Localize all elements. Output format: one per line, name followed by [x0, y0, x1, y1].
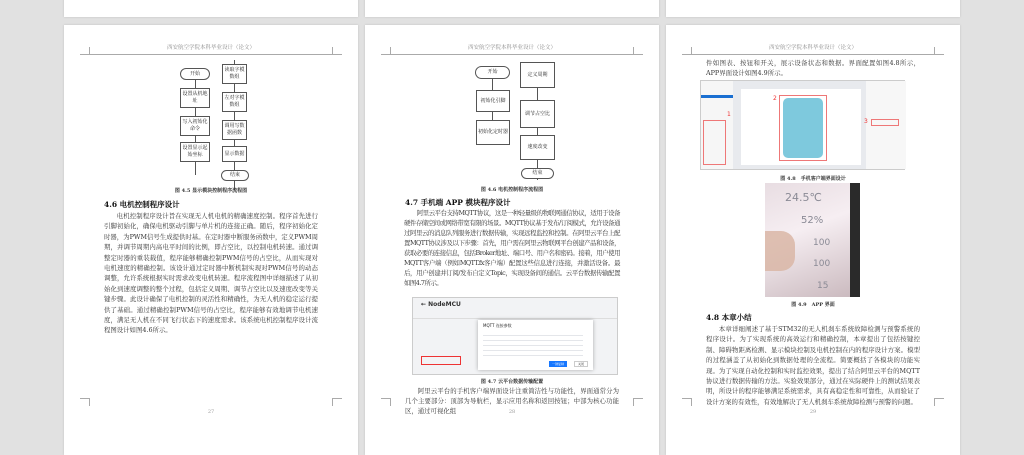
- header-rule: [391, 54, 633, 55]
- corner-mark: [682, 398, 692, 406]
- flow-step: 定义周期: [520, 62, 555, 88]
- phone-preview: [783, 98, 823, 158]
- section-heading: 4.7 手机端 APP 模块程序设计: [405, 198, 511, 207]
- previous-page-bottom: [666, 0, 960, 17]
- corner-mark: [633, 47, 643, 55]
- dialog-title: MQTT 连接参数: [483, 323, 512, 328]
- flow-step: 调节占空比: [520, 100, 555, 128]
- page-header: 西安航空学院本科毕业设计（论文）: [166, 45, 255, 51]
- body-paragraph: 阿里云平台的手机客户端界面设计注重简洁性与功能性，界面通常分为几个主要部分：顶部为导航栏，显示应用名称和返回按钮；中部为核心功能区，通过可视化组: [405, 387, 619, 415]
- marker-3: 3: [864, 118, 868, 125]
- hand: [765, 231, 795, 271]
- corner-mark: [682, 47, 692, 55]
- corner-mark: [633, 398, 643, 406]
- flow-step: 读取字模数组: [222, 64, 247, 84]
- page-header: 西安航空学院本科毕业设计（论文）: [467, 45, 556, 51]
- page-number: 27: [207, 409, 215, 415]
- corner-mark: [80, 47, 90, 55]
- highlight-box-3: [871, 119, 899, 126]
- corner-mark: [332, 47, 342, 55]
- body-paragraph: 电机控制程序设计旨在实现无人机电机的精确速度控制。程序首先进行引脚初始化，确保电机驱动引脚与单片机的连接正确。随后，程序初始化定时器，为PWM信号生成提供时基。在定时器中断服务函数中，定义PWM周期，并调节周期内高电平时间的比例，即占空比，以控制电机转速。通过调整定时器的重装载值，程序能够精确控制PWM信号的占空比，从而实现对电机速度的精确控制。该设计通过定时器中断机制实现对PWM信号的动态调整，允许系统根据实时需求改变电机转速。程序流程图中详细描述了从初始化到速度调整的整个过程，包括定义周期、调节占空比以及速度改变等关键步骤。此设计确保了电机控制的灵活性和精确性，为无人机的稳定运行提供了基础。通过精确控制PWM信号的占空比，程序能够有效地调节电机速度，满足无人机在不同飞行状态下的速度需求。该系统电机控制程序设计流程图设计如图4.6所示。: [104, 212, 318, 335]
- mqtt-dialog: [478, 320, 593, 370]
- figure-caption: 图 4.7 云平台数据传输配置: [480, 379, 544, 385]
- figure-caption: 图 4.6 电机控制程序流程图: [480, 187, 544, 193]
- body-paragraph: 件如图表、按钮和开关，展示设备状态和数据。界面配置如图4.8所示，APP界面设计如图4.9所示。: [706, 59, 920, 78]
- page-29: [666, 25, 960, 455]
- flow-end: 结束: [521, 168, 554, 179]
- dialog-fields: [483, 331, 583, 356]
- screenshot-title: ← NodeMCU: [421, 301, 461, 308]
- flow-step: 显示数据: [222, 146, 247, 162]
- page-27: [64, 25, 358, 455]
- flow-step: 设置显示起始坐标: [180, 142, 210, 162]
- page-number: 29: [809, 409, 817, 415]
- corner-mark: [80, 398, 90, 406]
- page-number: 28: [508, 409, 516, 415]
- flow-step: 设置从机地址: [180, 88, 210, 108]
- corner-mark: [934, 47, 944, 55]
- flow-step: 初始化定时器: [476, 120, 510, 145]
- flow-step: 速度改变: [520, 135, 555, 160]
- section-heading: 4.8 本章小结: [706, 313, 752, 322]
- header-rule: [692, 54, 934, 55]
- header-rule: [90, 54, 332, 55]
- figure-caption: 图 4.9 APP 界面: [791, 302, 835, 308]
- flow-step: 调用写数据函数: [222, 120, 247, 140]
- humidity-value: 52%: [801, 215, 824, 226]
- flow-step: 左对字模数组: [222, 92, 247, 112]
- close-button[interactable]: 关闭: [574, 361, 588, 367]
- previous-page-bottom: [365, 0, 659, 17]
- copy-button[interactable]: 一键复制: [549, 361, 567, 367]
- section-heading: 4.6 电机控制程序设计: [104, 200, 180, 209]
- corner-mark: [332, 398, 342, 406]
- previous-page-bottom: [64, 0, 358, 17]
- app-photo: [765, 183, 860, 297]
- value-5: 15: [817, 281, 829, 291]
- phone-edge: [850, 183, 860, 297]
- highlight-box-1: [703, 120, 726, 165]
- highlight-box: [421, 356, 461, 365]
- value-3: 100: [813, 238, 831, 248]
- page-28: [365, 25, 659, 455]
- flow-start: 开始: [475, 66, 510, 79]
- figure-caption: 图 4.8 手机客户端界面设计: [780, 176, 846, 182]
- marker-1: 1: [727, 111, 731, 118]
- marker-2: 2: [773, 95, 777, 102]
- corner-mark: [934, 398, 944, 406]
- page-header: 西安航空学院本科毕业设计（论文）: [768, 45, 857, 51]
- temperature-value: 24.5℃: [785, 191, 822, 204]
- body-paragraph: 阿里云平台支持MQTT协议，这是一种轻量级的物联网通信协议，适用于设备硬件存储空间或网络带宽有限的场景。MQTT协议基于发布/订阅模式，允许设备通过阿里云的消息队列服务进行数据传输，实现远程监控和控制。在阿里云平台上配置MQTT协议涉及以下步骤：首先，用户需在阿里云物联网平台创建产品和设备，获取必要的连接信息，包括Broker地址、端口号、用户名和密码。接着，用户使用MQTT客户端（例如MQTT.fx客户端）配置这些信息进行连接，并激活设备。最后，用户创建并订阅/发布自定义Topic，实现设备间的通信。云平台数据传输配置如图4.7所示。: [404, 209, 620, 287]
- corner-mark: [381, 47, 391, 55]
- flow-step: 初始化引脚: [476, 90, 510, 112]
- selected-item: [701, 95, 733, 98]
- corner-mark: [381, 398, 391, 406]
- cloud-config-screenshot: [412, 297, 618, 375]
- flow-end: 结束: [221, 170, 249, 181]
- tab-divider: [413, 318, 617, 319]
- body-paragraph: 本章详细阐述了基于STM32的无人机刹车系统故障检测与预警系统的程序设计。为了实现系统的高效运行和精确控制，本章提出了包括按键控制、障碍物距离检测、显示模块控制及电机控制在内的程序设计方案。模型的过程涵盖了从初始化到数据处理的全流程。简要概括了各模块的功能实现。为了实现自动化控制和实时监控效果，提出了结合阿里云平台的MQTT协议进行数据传输的方法。实验效果部分，通过在实际硬件上的测试结果表明，所设计的程序能够满足系统需求，具有高稳定性和可靠性，从而验证了设计方案的有效性，有效地解决了无人机刹车系统故障检测与预警的问题。: [706, 325, 920, 406]
- flow-step: 写入初始化命令: [180, 116, 210, 136]
- app-designer-screenshot: [700, 80, 905, 170]
- value-4: 100: [813, 259, 831, 269]
- figure-caption: 图 4.5 显示模块控制程序流程图: [174, 188, 248, 194]
- flow-start: 开始: [180, 68, 210, 80]
